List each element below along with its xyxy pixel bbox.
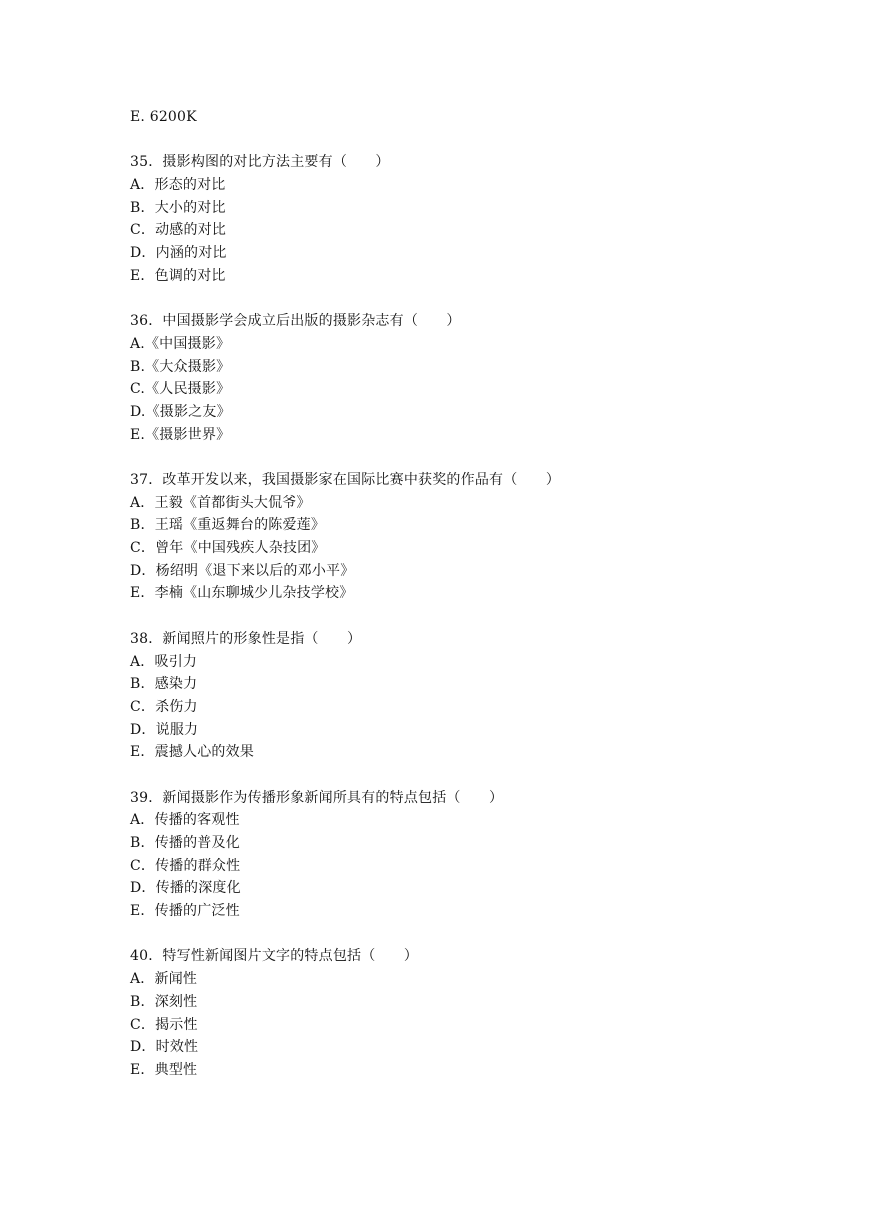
- option-text: B．感染力: [130, 676, 198, 693]
- question-stem: 39．新闻摄影作为传播形象新闻所具有的特点包括（ ）: [130, 789, 504, 806]
- option-text: A．新闻性: [130, 971, 198, 988]
- option-text: C．传播的群众性: [130, 857, 241, 874]
- option-text: C．动感的对比: [130, 222, 227, 239]
- option-text: E．典型性: [130, 1061, 198, 1078]
- option-text: E．震撼人心的效果: [130, 744, 255, 761]
- option-text: C．杀伤力: [130, 698, 198, 715]
- question-stem: 38．新闻照片的形象性是指（ ）: [130, 630, 362, 647]
- option-text: E．李楠《山东聊城少儿杂技学校》: [130, 585, 354, 602]
- question-stem: 35．摄影构图的对比方法主要有（ ）: [130, 154, 390, 171]
- question-block: [130, 628, 810, 764]
- question-stem: 40．特写性新闻图片文字的特点包括（ ）: [130, 948, 419, 965]
- option-text: B．深刻性: [130, 993, 198, 1010]
- option-text: D．杨绍明《退下来以后的邓小平》: [130, 562, 355, 579]
- option-text: A．传播的客观性: [130, 812, 240, 829]
- spacer: [130, 764, 810, 787]
- option-text: D．说服力: [130, 721, 199, 738]
- option-text: E．色调的对比: [130, 267, 226, 284]
- question-block: [130, 310, 810, 446]
- option-text: E. 6200K: [130, 109, 197, 125]
- exam-page: [130, 106, 810, 1082]
- option-text: D.《摄影之友》: [130, 403, 231, 420]
- option-text: A.《中国摄影》: [130, 335, 231, 352]
- question-block: [130, 151, 810, 287]
- question-stem: 36．中国摄影学会成立后出版的摄影杂志有（ ）: [130, 313, 461, 330]
- option-text: C．揭示性: [130, 1016, 198, 1033]
- question-block: [130, 945, 810, 1081]
- question-block: [130, 469, 810, 605]
- option-text: C.《人民摄影》: [130, 381, 231, 398]
- option-text: C．曾年《中国残疾人杂技团》: [130, 540, 326, 557]
- spacer: [130, 288, 810, 311]
- spacer: [130, 129, 810, 152]
- spacer: [130, 446, 810, 469]
- spacer: [130, 605, 810, 628]
- option-text: E．传播的广泛性: [130, 903, 240, 920]
- option-text: A．吸引力: [130, 653, 198, 670]
- question-block: [130, 787, 810, 923]
- option-text: D．时效性: [130, 1039, 199, 1056]
- option-text: A．形态的对比: [130, 177, 226, 194]
- option-text: E.《摄影世界》: [130, 426, 231, 443]
- option-text: D．传播的深度化: [130, 880, 241, 897]
- spacer: [130, 923, 810, 946]
- option-text: B.《大众摄影》: [130, 358, 231, 375]
- option-text: D．内涵的对比: [130, 245, 227, 262]
- option-text: B．大小的对比: [130, 199, 226, 216]
- option-text: B．王瑶《重返舞台的陈爱莲》: [130, 517, 326, 534]
- option-text: A．王毅《首都街头大侃爷》: [130, 494, 311, 511]
- question-stem: 37．改革开发以来，我国摄影家在国际比赛中获奖的作品有（ ）: [130, 472, 561, 488]
- option-text: B．传播的普及化: [130, 835, 240, 851]
